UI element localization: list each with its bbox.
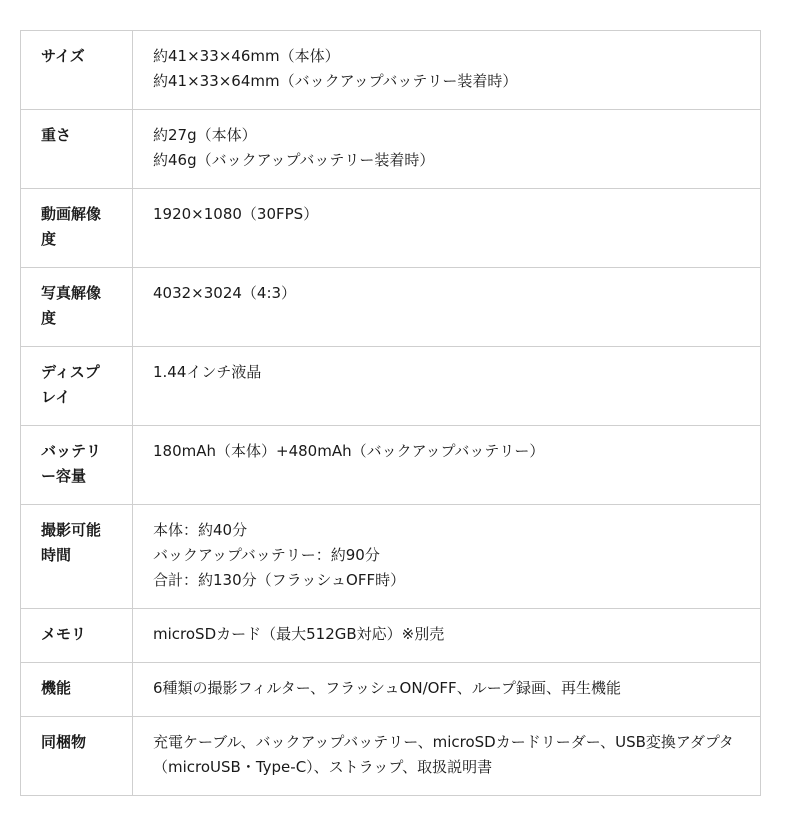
spec-row-features [21,663,761,717]
spec-value [133,268,761,347]
spec-row-battery [21,426,761,505]
spec-value-line: 約27g（本体） [153,126,257,144]
spec-value-line: 充電ケーブル、バックアップバッテリー、microSDカードリーダー、USB変換アダプタ（microUSB・Type-C）、ストラップ、取扱説明書 [153,733,734,776]
spec-value-line: 約46g（バックアップバッテリー装着時） [153,151,435,169]
spec-table [20,30,761,796]
spec-value-line: 180mAh（本体）+480mAh（バックアップバッテリー） [153,442,545,460]
spec-value [133,426,761,505]
spec-value-line: 合計：約130分（フラッシュOFF時） [153,571,406,589]
spec-label: サイズ [21,31,133,110]
spec-row-video-resolution [21,189,761,268]
spec-value [133,347,761,426]
spec-label: メモリ [21,609,133,663]
spec-value [133,110,761,189]
spec-value-line: 6種類の撮影フィルター、フラッシュON/OFF、ループ録画、再生機能 [153,679,621,697]
spec-value-line: 1920×1080（30FPS） [153,205,319,223]
spec-row-included-items [21,717,761,796]
spec-value-line: 本体：約40分 [153,521,248,539]
spec-row-photo-resolution [21,268,761,347]
spec-value-line: microSDカード（最大512GB対応）※別売 [153,625,445,643]
spec-row-recording-time [21,505,761,609]
spec-label: ディスプレイ [21,347,133,426]
spec-row-memory [21,609,761,663]
spec-value [133,609,761,663]
spec-label: 写真解像度 [21,268,133,347]
spec-label: 重さ [21,110,133,189]
spec-label: 動画解像度 [21,189,133,268]
spec-row-display [21,347,761,426]
spec-value [133,189,761,268]
spec-value-line: 4032×3024（4:3） [153,284,297,302]
spec-row-size [21,31,761,110]
spec-label: 同梱物 [21,717,133,796]
spec-value [133,505,761,609]
spec-value-line: 約41×33×64mm（バックアップバッテリー装着時） [153,72,518,90]
spec-row-weight [21,110,761,189]
spec-value [133,717,761,796]
spec-value-line: バックアップバッテリー：約90分 [153,546,380,564]
spec-label: バッテリー容量 [21,426,133,505]
spec-label: 機能 [21,663,133,717]
spec-value-line: 1.44インチ液晶 [153,363,262,381]
spec-value [133,663,761,717]
spec-value [133,31,761,110]
spec-value-line: 約41×33×46mm（本体） [153,47,340,65]
spec-label: 撮影可能時間 [21,505,133,609]
